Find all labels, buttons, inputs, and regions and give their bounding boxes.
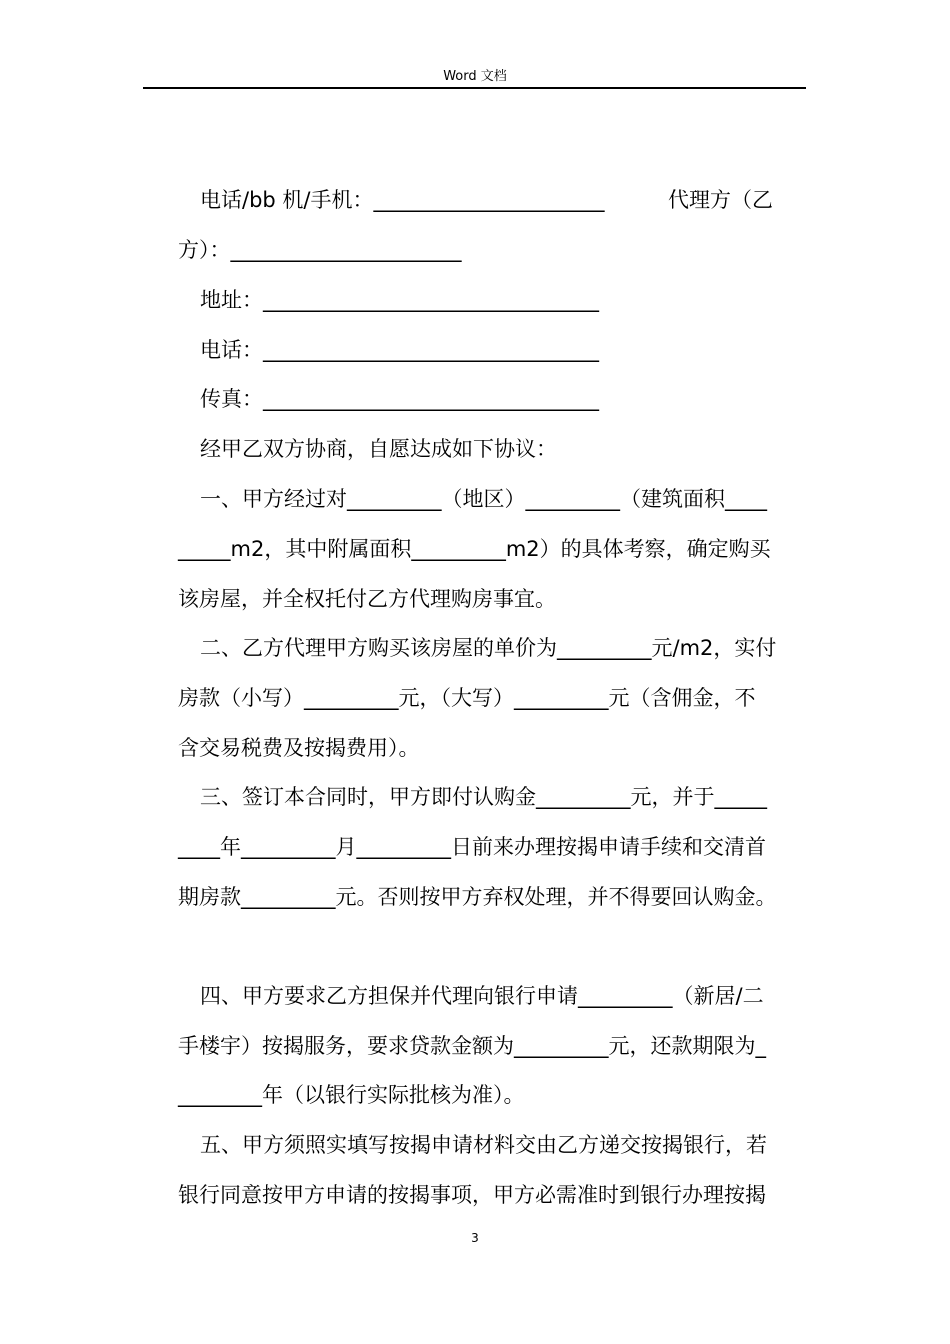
paragraph-line: 方）：______________________ (178, 238, 462, 262)
paragraph-line: 房款（小写）_________元，（大写）_________元（含佣金，不 (178, 686, 756, 710)
paragraph-line: ____年_________月_________日前来办理按揭申请手续和交清首 (178, 835, 766, 859)
paragraph-line: 银行同意按甲方申请的按揭事项，甲方必需准时到银行办理按揭 (178, 1183, 766, 1207)
paragraph-line: 传真：________________________________ (200, 387, 599, 411)
page-header-title: Word 文档 (443, 69, 507, 84)
paragraph-line: 代理方（乙 (668, 188, 773, 212)
paragraph-line: 二、乙方代理甲方购买该房屋的单价为_________元/m2，实付 (200, 636, 777, 660)
paragraph-line: ________年（以银行实际批核为准）。 (178, 1083, 525, 1107)
paragraph-line: 地址：________________________________ (200, 288, 599, 312)
page-number: 3 (471, 1231, 479, 1245)
header-divider (143, 87, 806, 89)
paragraph-line: 手楼宇）按揭服务，要求贷款金额为_________元，还款期限为_ (178, 1034, 766, 1058)
paragraph-line: 三、签订本合同时，甲方即付认购金_________元，并于_____ (200, 785, 767, 809)
paragraph-line: 五、甲方须照实填写按揭申请材料交由乙方递交按揭银行，若 (200, 1133, 767, 1157)
paragraph-line: 期房款_________元。否则按甲方弃权处理，并不得要回认购金。 (178, 885, 777, 909)
paragraph-line: _____m2，其中附属面积_________m2）的具体考察，确定购买 (178, 537, 771, 561)
paragraph-line: 一、甲方经过对_________（地区）_________（建筑面积____ (200, 487, 767, 511)
paragraph-line: 电话/bb 机/手机：______________________ (200, 188, 605, 212)
paragraph-line: 经甲乙双方协商，自愿达成如下协议： (200, 437, 557, 461)
paragraph-line: 电话：________________________________ (200, 338, 599, 362)
paragraph-line: 含交易税费及按揭费用）。 (178, 736, 420, 760)
paragraph-line: 该房屋，并全权托付乙方代理购房事宜。 (178, 587, 556, 611)
paragraph-line: 四、甲方要求乙方担保并代理向银行申请_________（新居/二 (200, 984, 764, 1008)
